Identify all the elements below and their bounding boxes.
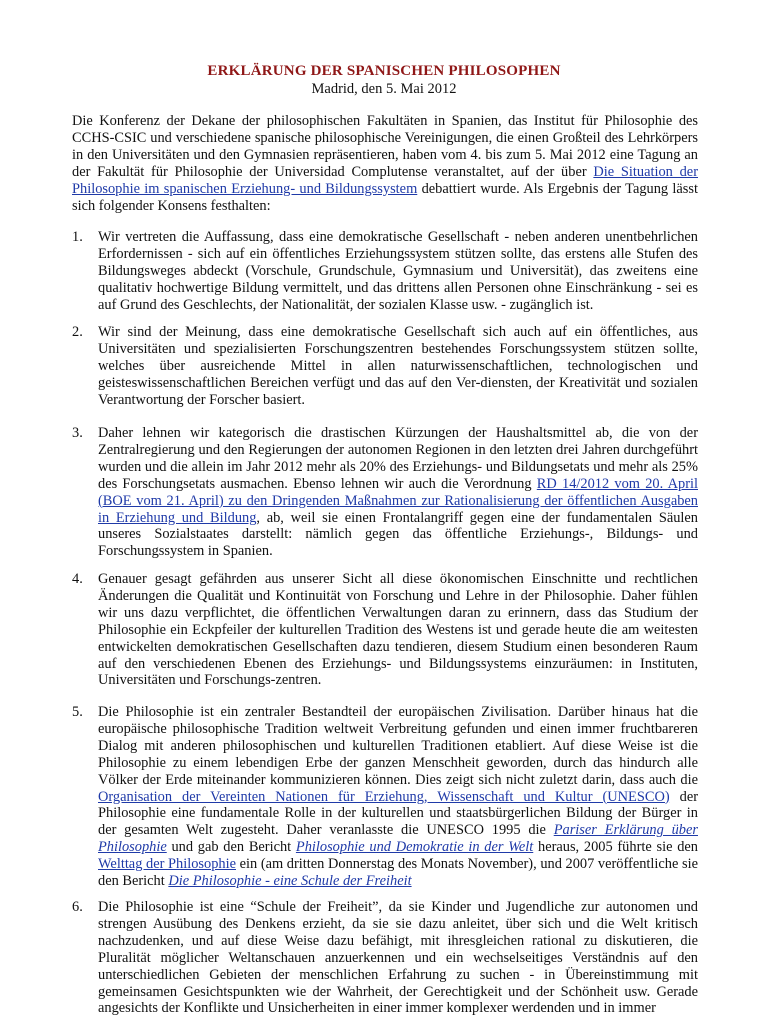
link-situation-philosophie[interactable]: Die Situation der Philosophie im spanischen Erziehung- und Bildungssystem [72, 163, 698, 197]
list-item-6 [72, 899, 698, 1017]
item-text-part: Daher lehnen wir kategorisch die drastischen Kürzungen der Haushaltsmittel ab, die von der Zentralregierung und den Regierungen der autonomen Regionen in den letzten drei Jahren durchgeführt wurden und die allein im Jahr 2012 mehr als 20% des Erziehungs- und Bildungsetats und mehr als 25% des Forschungsetats ausmachen. Ebenso lehnen wir auch die Verordnung [98, 425, 698, 492]
intro-paragraph [72, 113, 698, 214]
item-text [98, 425, 698, 560]
item-number: 3. [72, 425, 83, 441]
item-number: 1. [72, 229, 83, 245]
item-text: Wir sind der Meinung, dass eine demokratische Gesellschaft sich auch auf ein öffentliches, aus Universitäten und spezialisierten Forschungszentren bestehendes Forschungssystem stützen sollte, welches über ausreichende Mittel in allen naturwissenschaftlichen, technologischen und geisteswissenschaftlichen Bereichen verfügt und das auf den Ver-diensten, der Kreativität und sozialen Verantwortung der Forscher basiert. [98, 324, 698, 408]
list-item-1 [72, 229, 698, 314]
item-text-part: heraus, 2005 führte sie den [533, 839, 698, 856]
item-number: 2. [72, 324, 83, 340]
list-item-5 [72, 704, 698, 890]
intro-text: Die Konferenz der Dekane der philosophischen Fakultäten in Spanien, das Institut für Philosophie des CCHS-CSIC und verschiedene spanische philosophische Vereinigungen, die einen Großteil des Lehrkörpers in den Universitäten und den Gymnasien repräsentieren, haben vom 4. bis zum 5. Mai 2012 eine Tagung an der Fakultät für Philosophie der Universidad Complutense veranstaltet, auf der über [72, 113, 698, 180]
list-item-2 [72, 324, 698, 409]
link-unesco[interactable]: Organisation der Vereinten Nationen für Erziehung, Wissenschaft und Kultur (UNESCO) [98, 788, 670, 805]
document-title: ERKLÄRUNG DER SPANISCHEN PHILOSOPHEN [207, 63, 561, 79]
item-text [98, 704, 698, 890]
link-welttag-philosophie[interactable]: Welttag der Philosophie [98, 856, 236, 873]
link-rd-14-2012[interactable]: RD 14/2012 vom 20. April (BOE vom 21. April) zu den Dringenden Maßnahmen zur Rationalisierung der öffentlichen Ausgaben in Erziehung und Bildung [98, 475, 698, 526]
item-text-part: der Philosophie eine fundamentale Rolle in der kulturellen und staatsbürgerlichen Bildung der Bürger in der gesamten Welt zugesteht. Daher veranlasste die UNESCO 1995 die [98, 788, 698, 839]
link-schule-der-freiheit[interactable]: Die Philosophie - eine Schule der Freiheit [168, 873, 412, 890]
link-pariser-erklaerung[interactable]: Pariser Erklärung über Philosophie [98, 822, 698, 856]
item-number: 4. [72, 571, 83, 587]
link-philosophie-demokratie[interactable]: Philosophie und Demokratie in der Welt [295, 839, 534, 856]
item-text-part: Die Philosophie ist ein zentraler Bestandteil der europäischen Zivilisation. Darüber hinaus hat die europäische philosophische Tradition weltweit Verbreitung gefunden und einen immer fruchtbareren Dialog mit anderen philosophischen und kulturellen Traditionen etabliert. Auf diese Weise ist die Philosophie zu einem lebendigen Erbe der ganzen Menschheit geworden, durch das hindurch alle Völker der Erde miteinander kommunizieren können. Dies zeigt sich nicht zuletzt darin, dass auch die [98, 704, 698, 788]
item-text: Die Philosophie ist eine “Schule der Freiheit”, da sie Kinder und Jugendliche zur autonomen und strengen Ausübung des Denkens erzieht, da sie sie dazu anleitet, über sich und die Welt kritisch nachzudenken, und auf diese Weise dazu befähigt, mit ihresgleichen rational zu diskutieren, die Pluralität möglicher Weltanschauen anzuerkennen und ein wechselseitiges Verständnis auf den unterschiedlichen Gebieten der menschlichen Erfahrung zu suchen - in Übereinstimmung mit gemeinsamen Gesichtspunkten wie der Wahrheit, der Gerechtigkeit und der Schönheit usw. Gerade angesichts der Konflikte und Unsicherheiten in einer immer komplexer werdenden und in immer [98, 899, 698, 1017]
item-number: 6. [72, 899, 83, 915]
place-date: Madrid, den 5. Mai 2012 [311, 81, 457, 97]
list-item-4 [72, 571, 698, 689]
item-text: Wir vertreten die Auffassung, dass eine demokratische Gesellschaft - neben anderen unentbehrlichen Erfordernissen - sich auf ein öffentliches Erziehungssystem stützen sollte, das erstens alle Stufen des Bildungsweges abdeckt (Vorschule, Grundschule, Gymnasium und Universität), das zweitens eine qualitativ hochwertige Bildung vermittelt, und das drittens allen Personen ohne Einschränkung - sei es auf Grund des Geschlechts, der Nationalität, der sozialen Klasse usw. - zugänglich ist. [98, 229, 698, 313]
item-number: 5. [72, 704, 83, 720]
item-text-part: und gab den Bericht [166, 839, 296, 856]
item-text-part: , ab, weil sie einen Frontalangriff gegen eine der fundamentalen Säulen unseres Sozialstaates darstellt: nämlich gegen das öffentliche Erziehungs-, Bildungs- und Forschungssystem in Spanien. [98, 509, 698, 560]
list-item-3 [72, 425, 698, 560]
intro-text-end: debattiert wurde. Als Ergebnis der Tagung lässt sich folgender Konsens festhalten: [72, 180, 699, 214]
item-text-part: ein (am dritten Donnerstag des Monats November), und 2007 veröffentliche sie den Bericht [98, 856, 698, 890]
item-text: Genauer gesagt gefährden aus unserer Sicht all diese ökonomischen Einschnitte und rechtlichen Änderungen die Qualität und Kontinuität von Forschung und Lehre in der Philosophie. Daher fühlen wir uns dazu verpflichtet, die öffentlichen Verwaltungen daran zu erinnern, dass das Studium der Philosophie ein Eckpfeiler der kulturellen Tradition des Westens ist und gerade heute die am weitesten entwickelten demokratischen Gesellschaften dazu tendieren, diesem Studium einen besonderen Raum auf den verschiedenen Ebenen des Erziehungs- und Bildungssystems einzuräumen: in Instituten, Universitäten und Forschungs-zentren. [98, 571, 698, 689]
